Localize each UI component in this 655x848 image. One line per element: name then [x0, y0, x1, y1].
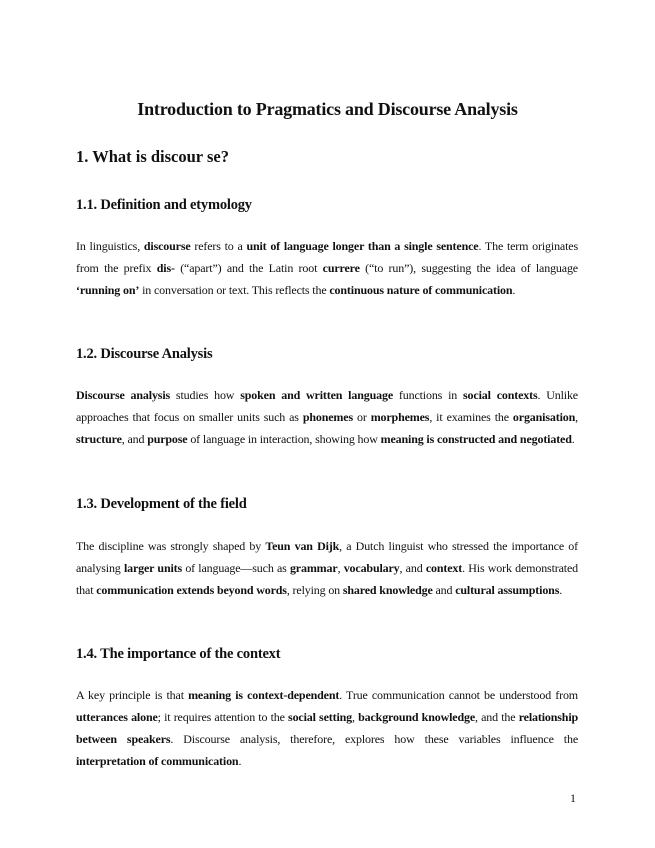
bold-term: Teun van Dijk — [265, 539, 340, 553]
page-number: 1 — [570, 791, 576, 805]
bold-term: interpretation of communication — [76, 754, 239, 768]
bold-term: vocabulary — [343, 561, 400, 575]
text-run: , and the — [475, 710, 519, 724]
text-run: . Discourse analysis, therefore, explores how these variables influence the — [170, 732, 578, 746]
text-run: in conversation or text. This reflects the — [139, 283, 330, 297]
paragraph-discourse-analysis — [76, 384, 578, 450]
section-heading-what-is-discourse: 1. What is discour se? — [76, 147, 229, 166]
bold-term: meaning is constructed and negotiated — [380, 432, 572, 446]
text-run: , and — [121, 432, 148, 446]
bold-term: communication extends beyond words — [96, 583, 287, 597]
text-run: . His work demonstrated that — [76, 561, 578, 597]
bold-term: utterances alone — [76, 710, 158, 724]
bold-term: larger units — [123, 561, 183, 575]
bold-term: social setting — [288, 710, 353, 724]
text-run: , — [575, 410, 578, 424]
text-run: of language—such as — [182, 561, 290, 575]
bold-term: context — [425, 561, 463, 575]
bold-term: relationship between speakers — [76, 710, 579, 746]
text-run: ; it requires attention to the — [157, 710, 289, 724]
text-run: . — [512, 283, 516, 297]
text-run: . — [571, 432, 575, 446]
bold-term: shared knowledge — [342, 583, 433, 597]
bold-term: phonemes — [302, 410, 353, 424]
bold-term: ‘running on’ — [76, 283, 140, 297]
subsection-heading-context: 1.4. The importance of the context — [76, 646, 281, 662]
bold-term: purpose — [147, 432, 188, 446]
bold-term: organisation — [512, 410, 576, 424]
text-run: , a Dutch linguist who stressed the importance of analysing — [76, 539, 578, 575]
text-run: , — [337, 561, 344, 575]
text-run: (“apart”) and the Latin root — [174, 261, 323, 275]
text-run: (“to run”), suggesting the idea of language — [359, 261, 578, 275]
subsection-heading-definition: 1.1. Definition and etymology — [76, 197, 252, 213]
text-run: , — [352, 710, 359, 724]
text-run: A key principle is that — [76, 688, 189, 702]
bold-term: structure — [76, 432, 122, 446]
bold-term: meaning is context-dependent — [188, 688, 340, 702]
bold-term: morphemes — [370, 410, 430, 424]
text-run: functions in — [393, 388, 464, 402]
bold-term: spoken and written language — [240, 388, 393, 402]
text-run: , and — [399, 561, 426, 575]
text-run: The discipline was strongly shaped by — [76, 539, 266, 553]
bold-term: background knowledge — [358, 710, 476, 724]
bold-term: cultural assumptions — [455, 583, 560, 597]
text-run: . — [559, 583, 563, 597]
paragraph-context — [76, 684, 578, 772]
document-title: Introduction to Pragmatics and Discourse Analysis — [137, 99, 518, 119]
bold-term: discourse — [143, 239, 191, 253]
bold-term: continuous nature of communication — [329, 283, 513, 297]
paragraph-definition — [76, 235, 578, 301]
text-run: or — [352, 410, 371, 424]
text-run: In linguistics, — [76, 239, 144, 253]
text-run: studies how — [170, 388, 241, 402]
bold-term: grammar — [289, 561, 338, 575]
bold-term: Discourse analysis — [76, 388, 171, 402]
paragraph-development — [76, 535, 578, 601]
text-run: refers to a — [190, 239, 247, 253]
subsection-heading-discourse-analysis: 1.2. Discourse Analysis — [76, 346, 213, 362]
text-run: . Unlike approaches that focus on smaller units such as — [76, 388, 578, 424]
text-run: and — [432, 583, 456, 597]
bold-term: social contexts — [463, 388, 538, 402]
text-run: , relying on — [286, 583, 343, 597]
text-run: of language in interaction, showing how — [187, 432, 381, 446]
text-run: . — [238, 754, 242, 768]
bold-term: currere — [322, 261, 360, 275]
text-run: . True communication cannot be understood from — [339, 688, 578, 702]
text-run: . The term originates from the prefix — [76, 239, 578, 275]
bold-term: unit of language longer than a single sentence — [246, 239, 479, 253]
subsection-heading-development: 1.3. Development of the field — [76, 496, 247, 512]
text-run: , it examines the — [429, 410, 513, 424]
bold-term: dis- — [156, 261, 175, 275]
